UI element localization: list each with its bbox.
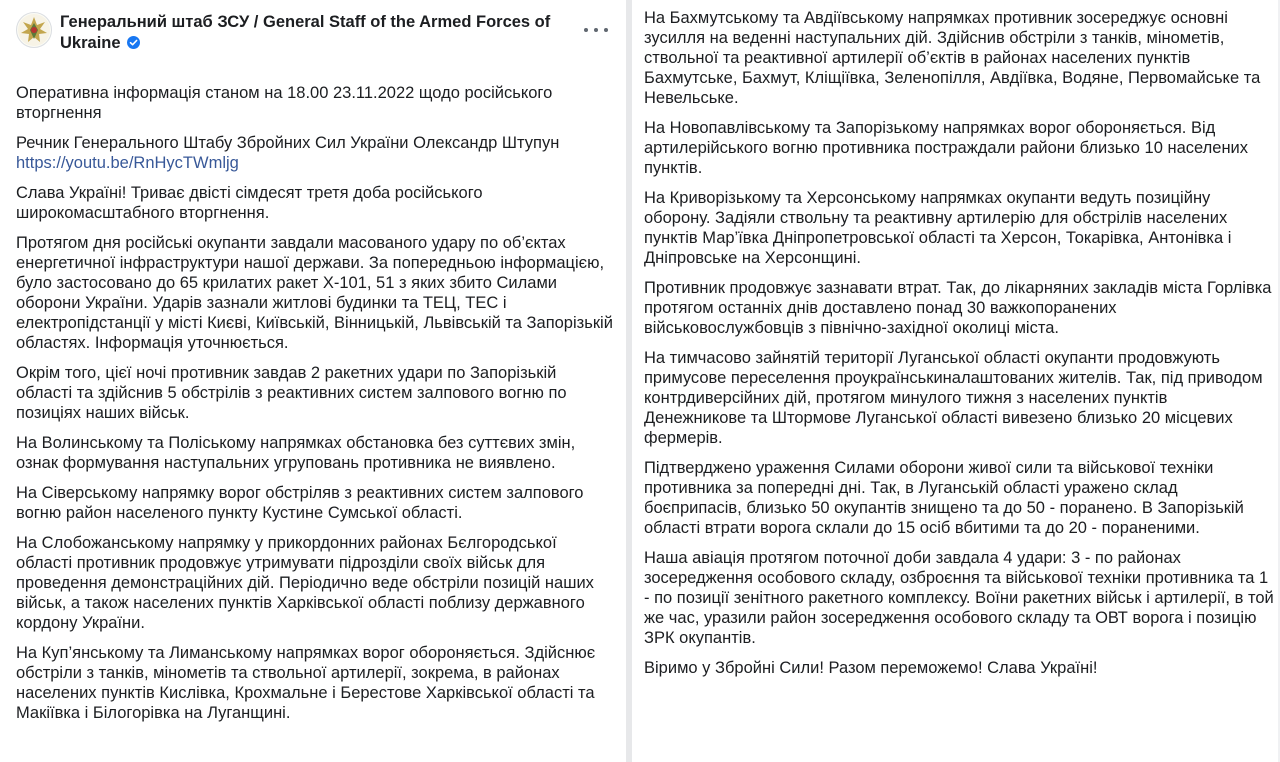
post-panel-left — [0, 0, 626, 762]
paragraph: На Новопавлівському та Запорізькому напрямках ворог обороняється. Від артилерійського вогню противника постраждали райони близько 10 населених пунктів. — [644, 119, 1249, 177]
paragraph-title: Оперативна інформація станом на 18.00 23.11.2022 щодо російського вторгнення — [16, 84, 553, 122]
video-link[interactable]: https://youtu.be/RnHycTWmljg — [16, 154, 239, 172]
paragraph: На Волинському та Поліському напрямках обстановка без суттєвих змін, ознак формування наступальних угруповань противника не виявлено. — [16, 434, 576, 472]
more-options-icon[interactable] — [584, 22, 608, 38]
paragraph: На Сіверському напрямку ворог обстріляв з реактивних систем залпового вогню район населеного пункту Кустине Сумської області. — [16, 484, 584, 522]
paragraph: На Криворізькому та Херсонському напрямках окупанти ведуть позиційну оборону. Задіяли ствольну та реактивну артилерію для обстрілів населених пунктів Мар’ївка Дніпропетровської області та Херсон, Токарівка, Антонівка і Дніпровське на Херсонщині. — [644, 189, 1232, 267]
post-body-right — [644, 8, 1274, 688]
paragraph: На Куп’янському та Лиманському напрямках ворог обороняється. Здійснює обстріли з танків, мінометів та ствольної артилерії, зокрема, в районах населених пунктів Кислівка, Крохмальне і Берестове Харківської області та Макіївка і Білогорівка на Луганщині. — [16, 644, 596, 722]
page-name-text[interactable]: Генеральний штаб ЗСУ / General Staff of the Armed Forces of Ukraine — [60, 13, 551, 52]
verified-badge-icon — [127, 36, 140, 49]
page-name[interactable] — [60, 12, 580, 54]
post-panel-right — [632, 0, 1280, 762]
post-body-left — [16, 83, 616, 733]
more-dot — [594, 28, 598, 32]
paragraph: На тимчасово зайнятій території Луганської області окупанти продовжують примусове переселення проукраїнськиналаштованих жителів. Так, під приводом контрдиверсійних дій, протягом минулого тижня з населених пунктів Денежникове та Штормове Луганської області вивезено близько 20 місцевих фермерів. — [644, 349, 1263, 447]
page-avatar-icon[interactable] — [16, 12, 52, 48]
post-header — [0, 0, 626, 72]
spokesperson-text: Речник Генерального Штабу Збройних Сил України Олександр Штупун — [16, 134, 560, 152]
paragraph: Наша авіація протягом поточної доби завдала 4 удари: 3 - по районах зосередження особового складу, озброєння та військової техніки противника та 1 - по позиції зенітного ракетного комплексу. Воїни ракетних військ і артилерії, в той же час, уразили район зосередження особового складу та ОВТ ворога і позицію ЗРК окупантів. — [644, 549, 1274, 647]
paragraph-closing: Віримо у Збройні Сили! Разом переможемо! Слава Україні! — [644, 659, 1098, 677]
more-dot — [604, 28, 608, 32]
paragraph: Підтверджено ураження Силами оборони живої сили та військової техніки противника за попередні дні. Так, в Луганській області уражено склад боєприпасів, близько 50 окупантів знищено та до 50 - поранено. В Запорізькій області втрати ворога склали до 15 осіб вбитими та до 20 - пораненими. — [644, 459, 1244, 537]
paragraph-spokesperson — [16, 133, 616, 173]
paragraph: Слава Україні! Триває двісті сімдесят третя доба російського широкомасштабного вторгнення. — [16, 184, 483, 222]
paragraph: Противник продовжує зазнавати втрат. Так, до лікарняних закладів міста Горлівка протягом останніх днів доставлено понад 30 важкопоранених військовослужбовців з північно-західної околиці міста. — [644, 279, 1272, 337]
paragraph: Окрім того, цієї ночі противник завдав 2 ракетних удари по Запорізькій області та здійснив 5 обстрілів з реактивних систем залпового вогню по позиціях наших військ. — [16, 364, 567, 422]
paragraph: На Бахмутському та Авдіївському напрямках противник зосереджує основні зусилля на веденні наступальних дій. Здійснив обстріли з танків, мінометів, ствольної та реактивної артилерії об’єктів в районах населених пунктів Бахмутське, Бахмут, Кліщіївка, Зеленопілля, Авдіївка, Водяне, Первомайське та Невельське. — [644, 9, 1261, 107]
paragraph: На Слобожанському напрямку у прикордонних районах Бєлгородської області противник продовжує утримувати підрозділи своїх військ для проведення демонстраційних дій. Періодично веде обстріли позицій наших військ, а також населених пунктів Харківської області поблизу державного кордону України. — [16, 534, 594, 632]
paragraph: Протягом дня російські окупанти завдали масованого удару по об’єктах енергетичної інфраструктури нашої держави. За попередньою інформацією, було застосовано до 65 крилатих ракет Х-101, 51 з яких збито Силами оборони України. Ударів зазнали житлові будинки та ТЕЦ, ТЕС і електропідстанції у місті Києві, Київській, Вінницькій, Львівській та Запорізькій областях. Інформація уточнюється. — [16, 234, 613, 352]
more-dot — [584, 28, 588, 32]
